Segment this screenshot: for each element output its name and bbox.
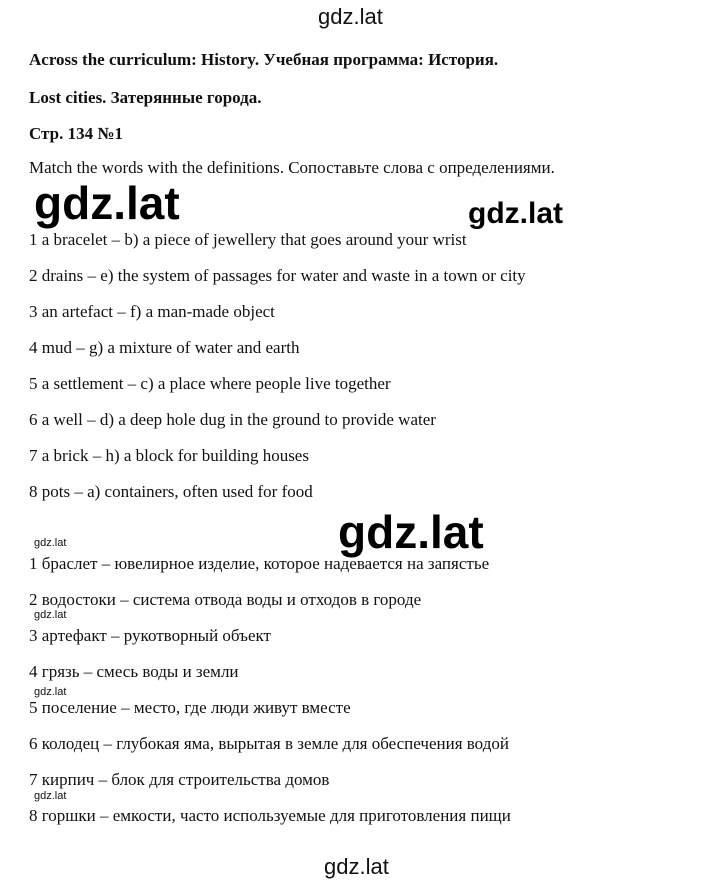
section-heading: Across the curriculum: History. Учебная программа: История. xyxy=(29,50,499,69)
english-answer-6: 6 a well – d) a deep hole dug in the ground to provide water xyxy=(29,410,436,429)
russian-answer-5: 5 поселение – место, где люди живут вместе xyxy=(29,698,351,717)
russian-answer-7: 7 кирпич – блок для строительства домов xyxy=(29,770,330,789)
english-answer-5: 5 a settlement – c) a place where people live together xyxy=(29,374,391,393)
watermark-large-2: gdz.lat xyxy=(468,197,563,230)
english-answer-7: 7 a brick – h) a block for building houses xyxy=(29,446,309,465)
russian-answer-4: 4 грязь – смесь воды и земли xyxy=(29,662,239,681)
english-answer-8: 8 pots – a) containers, often used for food xyxy=(29,482,313,501)
task-instruction: Match the words with the definitions. Сопоставьте слова с определениями. xyxy=(29,158,555,177)
watermark-bottom: gdz.lat xyxy=(324,854,389,879)
english-answer-3: 3 an artefact – f) a man-made object xyxy=(29,302,275,321)
russian-answer-3: 3 артефакт – рукотворный объект xyxy=(29,626,271,645)
english-answer-2: 2 drains – e) the system of passages for water and waste in a town or city xyxy=(29,266,526,285)
watermark-small-3: gdz.lat xyxy=(34,686,67,698)
watermark-small-1: gdz.lat xyxy=(34,537,67,549)
watermark-large-3: gdz.lat xyxy=(338,506,484,558)
lesson-title: Lost cities. Затерянные города. xyxy=(29,88,262,107)
russian-answer-8: 8 горшки – емкости, часто используемые для приготовления пищи xyxy=(29,806,511,825)
russian-answer-1: 1 браслет – ювелирное изделие, которое надевается на запястье xyxy=(29,554,490,573)
watermark-large-1: gdz.lat xyxy=(34,177,180,229)
russian-answer-2: 2 водостоки – система отвода воды и отходов в городе xyxy=(29,590,422,609)
watermark-small-2: gdz.lat xyxy=(34,609,67,621)
english-answer-4: 4 mud – g) a mixture of water and earth xyxy=(29,338,300,357)
english-answer-1: 1 a bracelet – b) a piece of jewellery that goes around your wrist xyxy=(29,230,467,249)
watermark-top: gdz.lat xyxy=(318,4,383,29)
page-exercise-number: Стр. 134 №1 xyxy=(29,124,123,143)
watermark-small-4: gdz.lat xyxy=(34,790,67,802)
russian-answer-6: 6 колодец – глубокая яма, вырытая в земле для обеспечения водой xyxy=(29,734,509,753)
